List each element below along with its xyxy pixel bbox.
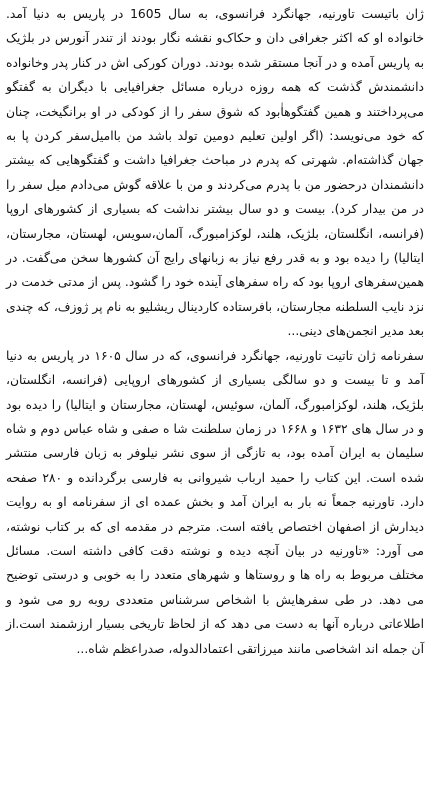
paragraph-tavernier-biography: ژان باتیست تاورنیه، جهانگرد فرانسوی، به سال 1605 در پاریس به دنیا آمد. خانواده او که اکثر جغرافی دان و حکاک‌و نقشه نگار بودند از تندر آنورس در بلژیک به پاریس آمده و در آنجا مستقر شده بودند. دوران کورکی اش در کنار پدر وخانواده دانشمندش گذشت که همه روزه درباره مسائل جغرافیایی با دیگران به گفتگو می‌پرداختند و همین گفتگوهاٰبود که شوق سفر را از کودکی در او برانگیخت، چنان که خود می‌نویسد: (اگر اولین تعلیم دومین تولد باشد من باامیل‌سفر کردن پا به جهان گذاشته‌ام. شهرتی که پدرم در مباحث جغرافیا داشت و گفتگوهایی که بیشتر دانشمندان درحضور من با پدرم می‌کردند و من با علاقه گوش می‌دادم میل سفر را در من بیدار کرد). بیست و دو سال بیشتر نداشت که بسیاری از کشورهای اروپا (فرانسه، انگلستان، بلژیک، هلند، لوکزامبورگ، آلمان،سویس، لهستان، مجارستان، ایتالیا) را دیده بود و به قدر رفع نیاز به زبانهای رایج آن کشورها سخن می‌گفت. در همین‌سفرهای اروپا بود که راه سفرهای آینده خود را گشود. پس از مدتی خدمت در نزد نایب السلطنه مجارستان، بافرستاده کاردینال ریشلیو به نام پر ژوزف، که چندی بعد مدیر انجمن‌های دینی... bbox=[6, 7, 424, 339]
paragraph-travelogue-review: سفرنامه ژان تاتیت تاورنیه، جهانگرد فرانسوی، که در سال ۱۶۰۵ در پاریس به دنیا آمد و تا بیست و دو سالگی بسیاری از کشورهای اروپایی (فرانسه، انگلستان، بلژیک، هلند، لوکزامبورگ، آلمان، سوئیس، لهستان، مجارستان و ایتالیا) را دیده بود و در سال های ۱۶۳۲ و ۱۶۶۸ در زمان سلطنت شا ه صفی و شاه عباس دوم و شاه سلیمان به ایران آمده بود، به تازگی از سوی نشر نیلوفر به زبان فارسی منتشر شده است. این کتاب را حمید ارباب شیروانی به فارسی برگردانده و ۲۸۰ صفحه دارد. تاورنیه جمعاً نه بار به ایران آمد و بخش عمده ای از سفرنامه او به روایت دیدارش از اصفهان اختصاص یافته است. مترجم در مقدمه ای که بر کتاب نوشته، می آورد: «تاورنیه در بیان آنچه دیده و نوشته دقت کافی داشته است. مسائل مختلف مربوط به راه ها و روستاها و شهرهای متعدد را به خوبی و درستی توضیح می دهد. در طی سفرهایش با اشخاص سرشناس متعددی روبه رو می شود و اطلاعاتی درباره آنها به دست می دهد که از لحاظ تاریخی بسیار ارزشمند است.از آن جمله اند اشخاصی مانند میرزاتقی اعتمادالدوله، صدراعظم شاه... bbox=[6, 348, 424, 656]
